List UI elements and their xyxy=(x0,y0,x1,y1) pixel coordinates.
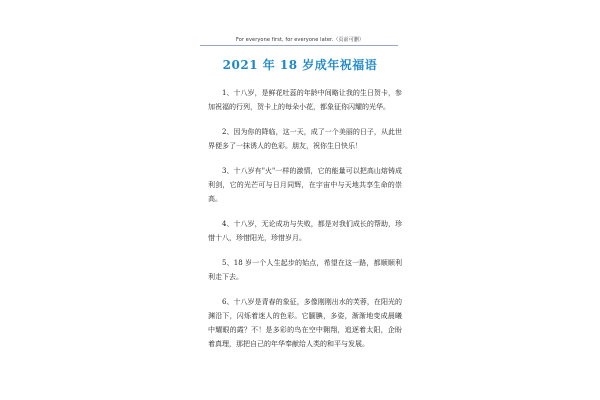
paragraph-5: 5、18 岁一个人生起步的始点，希望在这一路，都顺顺利利走下去。 xyxy=(208,259,402,281)
header-divider xyxy=(200,45,398,46)
header-note: For everyone first, for everyone later.（页前可删） xyxy=(235,37,365,43)
page-title: 2021 年 18 岁成年祝福语 xyxy=(222,58,378,72)
paragraph-2: 2、因为你的降临，这一天，成了一个美丽的日子，从此世界便多了一抹诱人的色彩。朋友，祝你生日快乐！ xyxy=(208,128,402,150)
paragraph-4: 4、十八岁，无论成功与失败，都是对我们成长的帮助，珍惜十八，珍惜阳光，珍惜岁月。 xyxy=(208,220,402,242)
paragraph-1: 1、十八岁，是鲜花吐蕊的年龄中间略让我的生日贺卡，参加祝福的行列，贺卡上的每朵小花，都象征你闪耀的光华。 xyxy=(208,89,402,111)
paragraph-3: 3、十八岁有"火"一样的激情，它的能量可以把高山熔铸成利剑，它的光芒可与日月同辉，在宇宙中与天地共享生命的崇高。 xyxy=(208,167,402,203)
paragraph-6: 6、十八岁是青春的象征，多像刚刚出水的芙蓉，在阳光的渊沿下，闪烁着迷人的色彩。它腼腆，多姿，渐渐地变成晨曦中耀眼的霞？不！是多彩的鸟在空中翱翔，追逐着太阳，企盼着真理，那把自己的年华奉献给人类的和平与发展。 xyxy=(208,298,402,348)
document-body xyxy=(208,86,402,362)
